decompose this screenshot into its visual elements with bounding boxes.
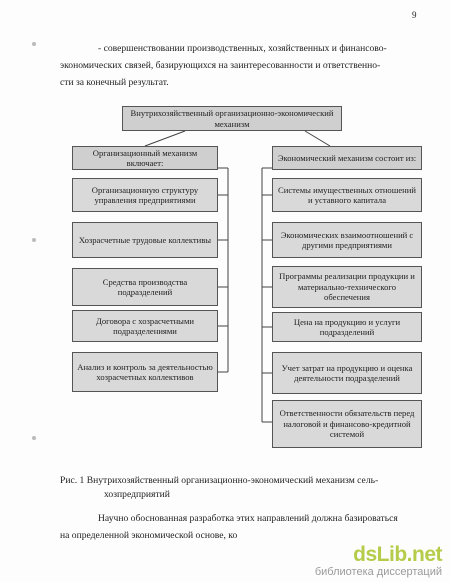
site-watermark bbox=[315, 544, 442, 578]
connector-line bbox=[305, 131, 330, 146]
left-item-box bbox=[72, 222, 218, 258]
right-item-label: Экономических взаимоотношений с другими предприятиями bbox=[280, 229, 414, 250]
connector-line bbox=[145, 131, 185, 146]
left-item-label: Договора с хозрасчетными подразделениями bbox=[95, 315, 194, 336]
left-header-label: Организационный механизм включает: bbox=[92, 147, 198, 168]
left-item-label: Средства производства подразделений bbox=[102, 276, 188, 297]
right-header-label: Экономический механизм состоит из: bbox=[277, 152, 417, 163]
diagram-top-label: Внутрихозяйственный организационно-экономический механизм bbox=[130, 108, 334, 129]
paragraph-body bbox=[60, 510, 420, 544]
watermark-brand: dsLib.net bbox=[353, 543, 442, 566]
watermark-subtitle: библиотека диссертаций bbox=[314, 566, 442, 578]
right-item-label: Учет затрат на продукцию и оценка деятельности подразделений bbox=[281, 362, 413, 383]
paragraph-line: экономических связей, базирующихся на заинтересованности и ответственно- bbox=[60, 60, 381, 71]
left-item-box bbox=[72, 268, 218, 306]
left-item-box bbox=[72, 310, 218, 342]
right-item-box bbox=[272, 266, 422, 308]
right-item-box bbox=[272, 400, 422, 448]
right-item-box bbox=[272, 178, 422, 212]
left-item-box bbox=[72, 178, 218, 212]
right-item-label: Цена на продукцию и услуги подразделений bbox=[293, 316, 401, 337]
diagram-top-box bbox=[122, 106, 342, 131]
paragraph-line: на определенной экономической основе, ко bbox=[60, 530, 238, 541]
right-header-box bbox=[272, 146, 422, 170]
caption-line: Рис. 1 Внутрихозяйственный организационно-экономический механизм сель- bbox=[60, 475, 379, 486]
left-item-label: Организационную структуру управления предприятиями bbox=[91, 184, 199, 205]
right-item-box bbox=[272, 312, 422, 342]
paragraph-line: - совершенствовании производственных, хозяйственных и финансово- bbox=[98, 43, 387, 54]
left-header-box bbox=[72, 146, 218, 170]
right-item-label: Системы имущественных отношений и уставного капитала bbox=[278, 184, 416, 205]
right-item-box bbox=[272, 352, 422, 394]
paragraph-line: Научно обоснованная разработка этих направлений должна базироваться bbox=[98, 513, 398, 524]
left-item-label: Хозрасчетные трудовые коллективы bbox=[78, 234, 212, 245]
right-item-label: Программы реализации продукции и материально-технического обеспечения bbox=[279, 271, 415, 303]
right-item-label: Ответственности обязательств перед налоговой и финансово-кредитной системой bbox=[279, 408, 415, 440]
figure-caption bbox=[60, 474, 420, 502]
left-item-label: Анализ и контроль за деятельностью хозрасчетных коллективов bbox=[77, 361, 213, 382]
left-item-box bbox=[72, 352, 218, 392]
paragraph-line: сти за конечный результат. bbox=[60, 77, 169, 88]
page-number: 9 bbox=[412, 10, 417, 20]
caption-line: хозпредприятий bbox=[104, 489, 170, 500]
right-item-box bbox=[272, 222, 422, 258]
